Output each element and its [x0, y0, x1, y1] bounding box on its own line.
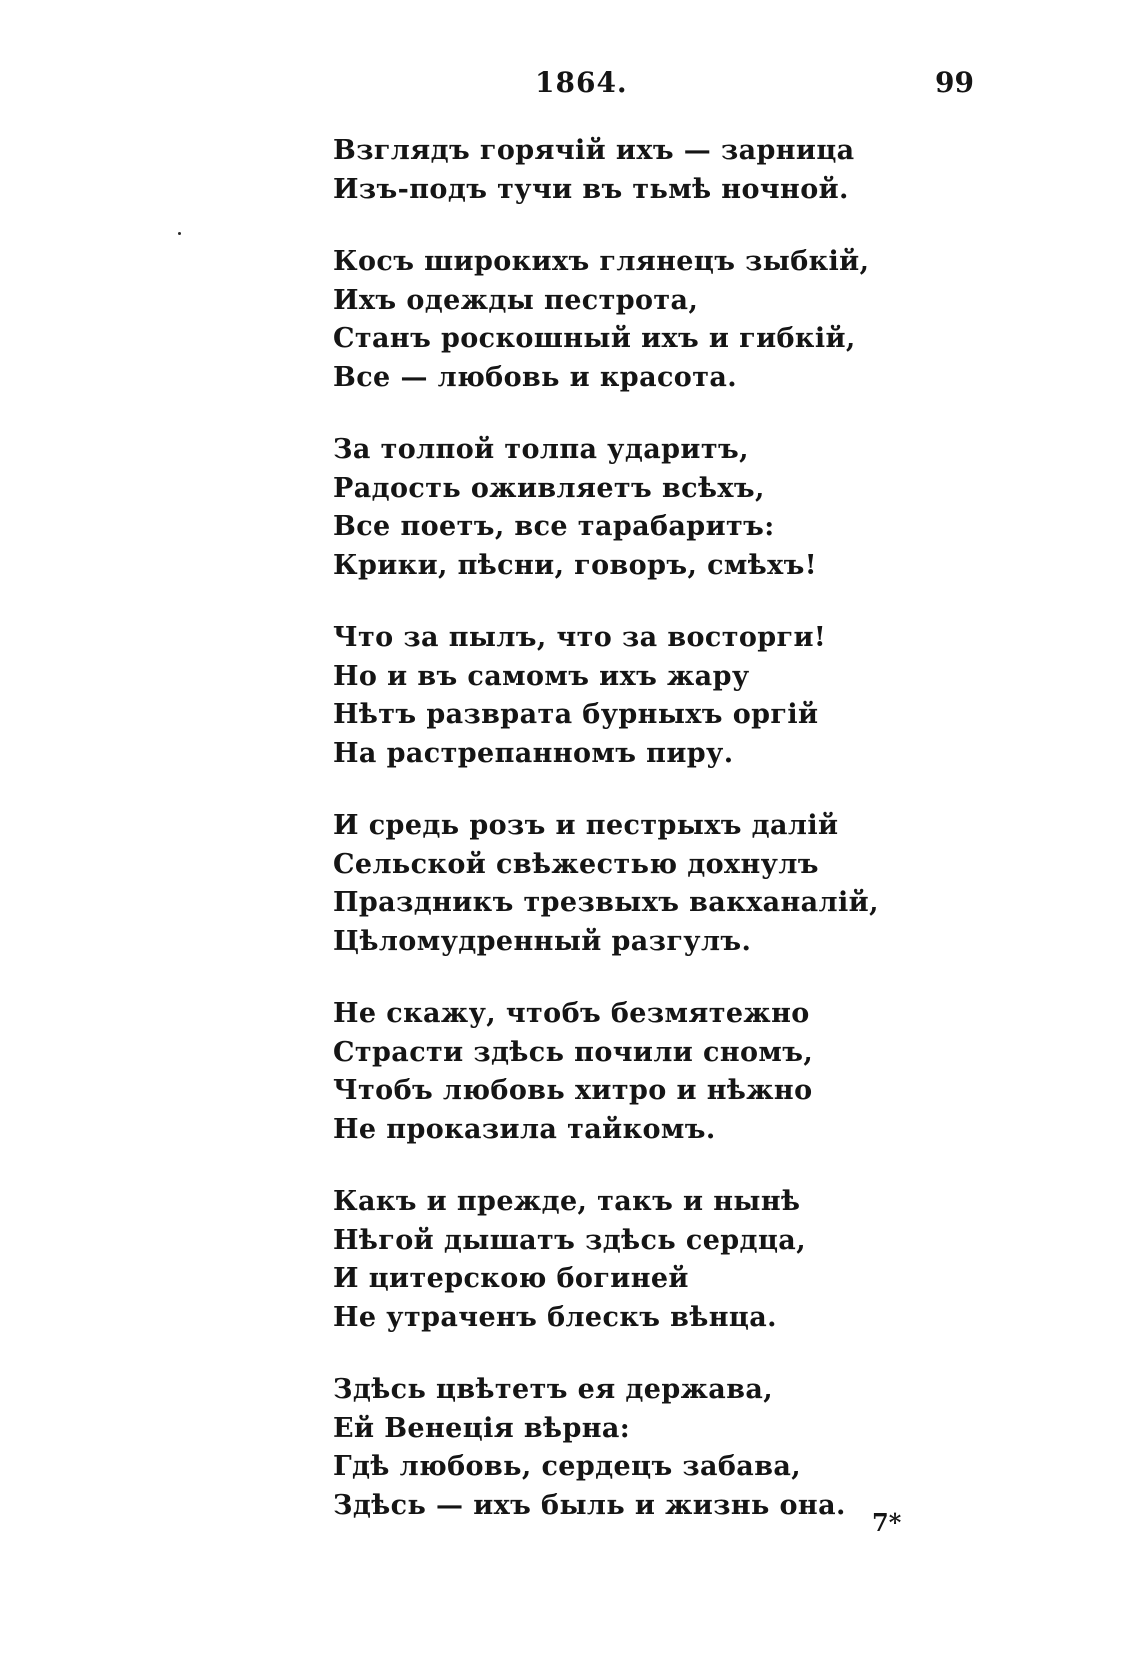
poem-line: Чтобъ любовь хитро и нѣжно — [333, 1075, 813, 1106]
poem-line: Здѣсь цвѣтетъ ея держава, — [333, 1374, 774, 1405]
poem-line: И средь розъ и пестрыхъ далій — [333, 810, 839, 841]
poem-line: Не проказила тайкомъ. — [333, 1113, 716, 1145]
stanza-4 — [333, 619, 873, 773]
printer-signature-mark: 7* — [872, 1508, 902, 1537]
poem-line: Все — любовь и красота. — [333, 361, 738, 393]
poem-line: Взглядъ горячій ихъ — зарница — [333, 135, 855, 166]
poem-line: Все поетъ, все тарабаритъ: — [333, 511, 775, 542]
poem-line: Не скажу, чтобъ безмятежно — [333, 998, 810, 1029]
poem-line: Какъ и прежде, такъ и нынѣ — [333, 1186, 801, 1217]
poem-line: Но и въ самомъ ихъ жару — [333, 660, 750, 692]
poem-line: За толпой толпа ударитъ, — [333, 434, 749, 465]
poem-line: Изъ-подъ тучи въ тьмѣ ночной. — [333, 173, 849, 205]
poem-line: Гдѣ любовь, сердецъ забава, — [333, 1451, 802, 1482]
stanza-5 — [333, 807, 879, 961]
poem-line: Крики, пѣсни, говоръ, смѣхъ! — [333, 549, 818, 581]
poem-line: Здѣсь — ихъ быль и жизнь она. — [333, 1489, 846, 1521]
poem-line: Радость оживляетъ всѣхъ, — [333, 472, 765, 504]
poem-text — [333, 132, 879, 1559]
poem-line: Станъ роскошный ихъ и гибкій, — [333, 323, 856, 354]
poem-line: Нѣтъ разврата бурныхъ оргій — [333, 699, 819, 730]
poem-line: Что за пылъ, что за восторги! — [333, 622, 827, 653]
poem-line: Страсти здѣсь почили сномъ, — [333, 1036, 814, 1068]
stanza-1 — [333, 132, 873, 209]
poem-line: Цѣломудренный разгулъ. — [333, 925, 752, 957]
page-number: 99 — [935, 66, 974, 99]
poem-line: Косъ широкихъ глянецъ зыбкій, — [333, 246, 870, 277]
stanza-3 — [333, 431, 873, 585]
poem-line: Праздникъ трезвыхъ вакханалій, — [333, 887, 879, 918]
poem-line: Ей Венеція вѣрна: — [333, 1412, 631, 1444]
stanza-6 — [333, 995, 873, 1149]
stanza-8 — [333, 1371, 873, 1525]
poem-line: Не утраченъ блескъ вѣнца. — [333, 1301, 777, 1333]
running-header-year: 1864. — [535, 66, 628, 99]
poem-line: На растрепанномъ пиру. — [333, 737, 734, 769]
poem-line: Ихъ одежды пестрота, — [333, 284, 699, 316]
print-speck — [178, 232, 181, 235]
poem-line: Нѣгой дышатъ здѣсь сердца, — [333, 1224, 806, 1256]
stanza-2 — [333, 243, 873, 397]
stanza-7 — [333, 1183, 873, 1337]
poem-line: И цитерскою богиней — [333, 1263, 689, 1294]
poem-line: Сельской свѣжестью дохнулъ — [333, 848, 819, 880]
